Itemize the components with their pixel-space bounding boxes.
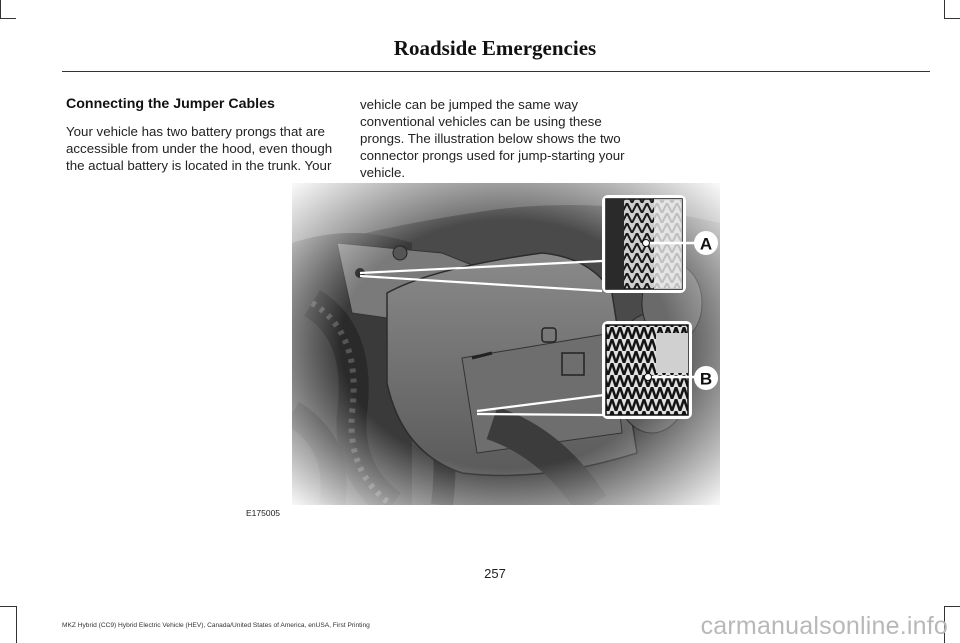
image-code: E175005 xyxy=(246,508,281,518)
callout-label-a: A xyxy=(699,234,713,254)
footer-text: MKZ Hybrid (CC9) Hybrid Electric Vehicle (HEV), Canada/United States of America, enUSA, First Printing xyxy=(62,622,370,629)
crop-mark xyxy=(0,606,16,607)
crop-mark xyxy=(944,18,960,19)
body-text-right: vehicle can be jumped the same way conventional vehicles can be using these prongs. The illustration below shows the two connector prongs used for jump-starting your vehicle. xyxy=(360,97,625,180)
crop-mark xyxy=(944,606,960,607)
crop-mark xyxy=(0,0,1,18)
header-rule xyxy=(62,71,930,72)
crop-mark xyxy=(16,606,17,643)
callout-label-b: B xyxy=(699,369,713,389)
crop-mark xyxy=(0,18,16,19)
watermark: carmanualsonline.info xyxy=(700,612,948,640)
page-number: 257 xyxy=(484,566,506,581)
crop-mark xyxy=(944,0,945,18)
body-text-left: Your vehicle has two battery prongs that are accessible from under the hood, even though the actual battery is located in the trunk. Your xyxy=(66,124,333,173)
page-title: Roadside Emergencies xyxy=(393,36,597,60)
section-heading: Connecting the Jumper Cables xyxy=(66,96,275,112)
left-column xyxy=(66,96,338,174)
engine-bay-illustration xyxy=(292,183,720,505)
right-column xyxy=(360,96,632,181)
